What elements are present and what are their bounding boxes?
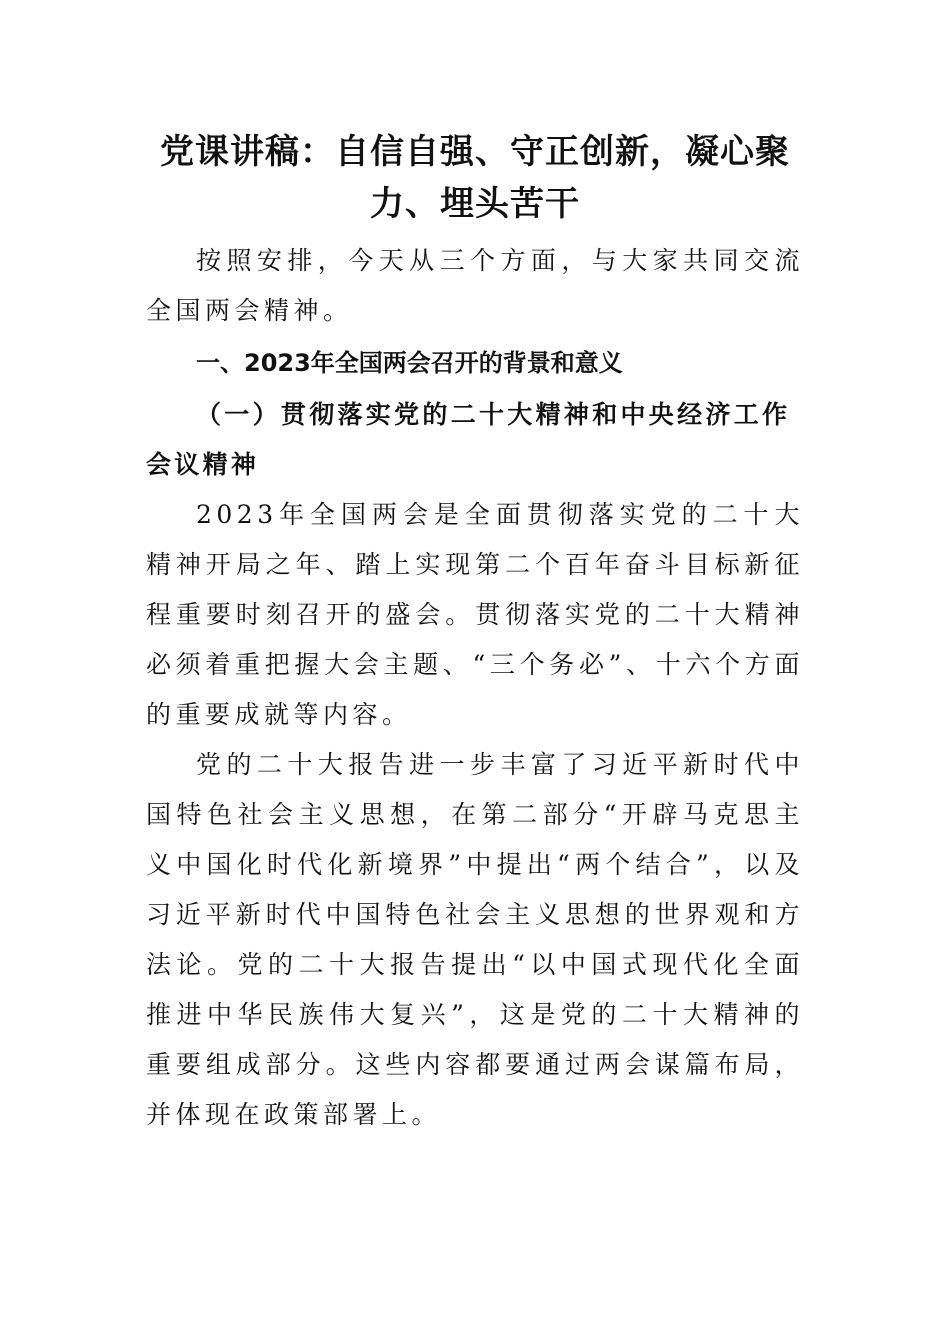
- document-title: [146, 126, 804, 230]
- body-paragraph-2: 党的二十大报告进一步丰富了习近平新时代中国特色社会主义思想，在第二部分“开辟马克思主义中国化时代化新境界”中提出“两个结合”，以及习近平新时代中国特色社会主义思想的世界观和方法论。党的二十大报告提出“以中国式现代化全面推进中华民族伟大复兴”，这是党的二十大精神的重要组成部分。这些内容都要通过两会谋篇布局，并体现在政策部署上。: [146, 750, 804, 1129]
- subsection-heading-1: （一）贯彻落实党的二十大精神和中央经济工作会议精神: [146, 400, 791, 479]
- document-content: [146, 126, 804, 1140]
- body-paragraph-1: 2023年全国两会是全面贯彻落实党的二十大精神开局之年、踏上实现第二个百年奋斗目标新征程重要时刻召开的盛会。贯彻落实党的二十大精神必须着重把握大会主题、“三个务必”、十六个方面的重要成就等内容。: [146, 500, 804, 729]
- intro-paragraph: 按照安排，今天从三个方面，与大家共同交流全国两会精神。: [146, 246, 804, 325]
- title-line-1: 党课讲稿：自信自强、守正创新，凝心聚: [160, 132, 790, 172]
- title-line-2: 力、埋头苦干: [370, 184, 580, 224]
- section-heading-1: 一、2023年全国两会召开的背景和意义: [196, 349, 623, 377]
